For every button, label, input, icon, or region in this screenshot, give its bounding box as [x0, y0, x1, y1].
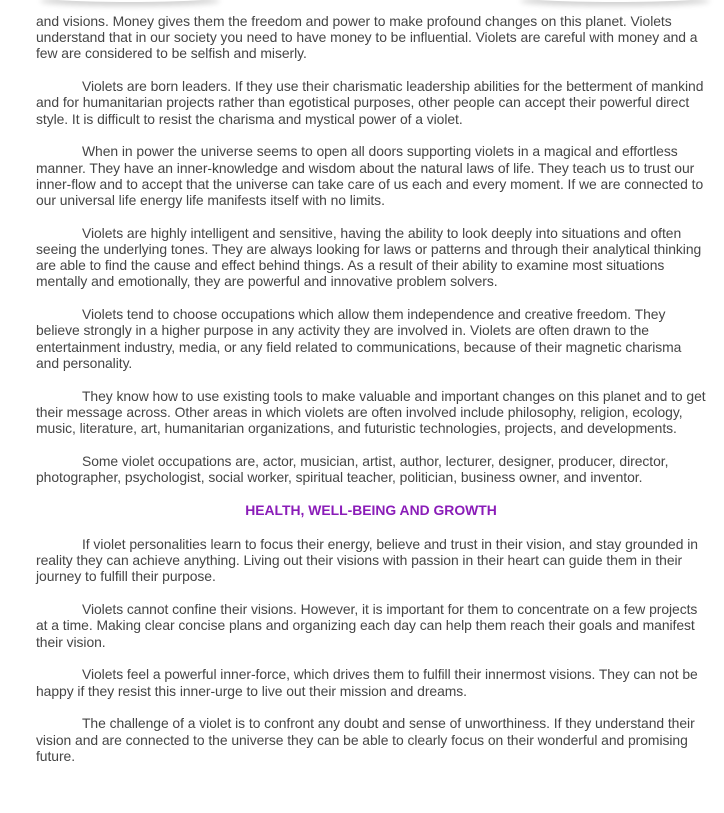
paragraph-occupations-list: Some violet occupations are, actor, musician, artist, author, lecturer, designer, producer, director, photographer, psychologist, social worker, spiritual teacher, politician, business owner, and inventor.	[36, 452, 669, 486]
paragraph-born-leaders: Violets are born leaders. If they use their charismatic leadership abilities for the betterment of mankind and for humanitarian projects rather than egotistical purposes, other people can accept their powerful direct style. It is difficult to resist the charisma and mystical power of a violet.	[36, 78, 704, 127]
paragraph-confine-visions: Violets cannot confine their visions. However, it is important for them to concentrate on a few projects at a time. Making clear concise plans and organizing each day can help them reach their goals and manifest their vision.	[36, 601, 698, 650]
paragraph-money: and visions. Money gives them the freedom and power to make profound changes on this planet. Violets understand that in our society you need to have money to be influential. Violets are careful with money and a few are considered to be selfish and miserly.	[36, 13, 698, 62]
page-edge-shadow-right	[520, 0, 710, 2]
paragraph-focus-energy: If violet personalities learn to focus their energy, believe and trust in their vision, and stay grounded in reality they can achieve anything. Living out their visions with passion in their heart can guide them in their journey to fulfill their purpose.	[36, 536, 698, 585]
page-edge-shadow-left	[40, 0, 220, 2]
section-heading: HEALTH, WELL-BEING AND GROWTH	[245, 501, 497, 518]
paragraph-challenge: The challenge of a violet is to confront any doubt and sense of unworthiness. If they understand their vision and are connected to the universe they can be able to clearly focus on their wonderful and promising future.	[36, 715, 695, 764]
paragraph-existing-tools: They know how to use existing tools to make valuable and important changes on this planet and to get their message across. Other areas in which violets are often involved include philosophy, religion, ecology, music, literature, art, humanitarian organizations, and futuristic technologies, projects, and developments.	[36, 387, 706, 437]
paragraph-occupations-choice: Violets tend to choose occupations which allow them independence and creative freedom. They believe strongly in a higher purpose in any activity they are involved in. Violets are often drawn to the entertainment industry, media, or any field related to communications, because of their magnetic charisma and personality.	[36, 306, 682, 371]
document-page	[36, 13, 706, 781]
paragraph-intelligent: Violets are highly intelligent and sensitive, having the ability to look deeply into situations and often seeing the underlying tones. They are always looking for laws or patterns and through their analytical thinking are able to find the cause and effect behind things. As a result of their ability to examine most situations mentally and emotionally, they are powerful and innovative problem solvers.	[36, 224, 702, 290]
paragraph-power-universe: When in power the universe seems to open all doors supporting violets in a magical and effortless manner. They have an inner-knowledge and wisdom about the natural laws of life. They teach us to trust our inner-flow and to accept that the universe can take care of us each and every moment. If we are connected to our universal life energy life manifests itself with no limits.	[36, 143, 704, 209]
paragraph-inner-force: Violets feel a powerful inner-force, which drives them to fulfill their innermost visions. They can not be happy if they resist this inner-urge to live out their mission and dreams.	[36, 666, 698, 699]
